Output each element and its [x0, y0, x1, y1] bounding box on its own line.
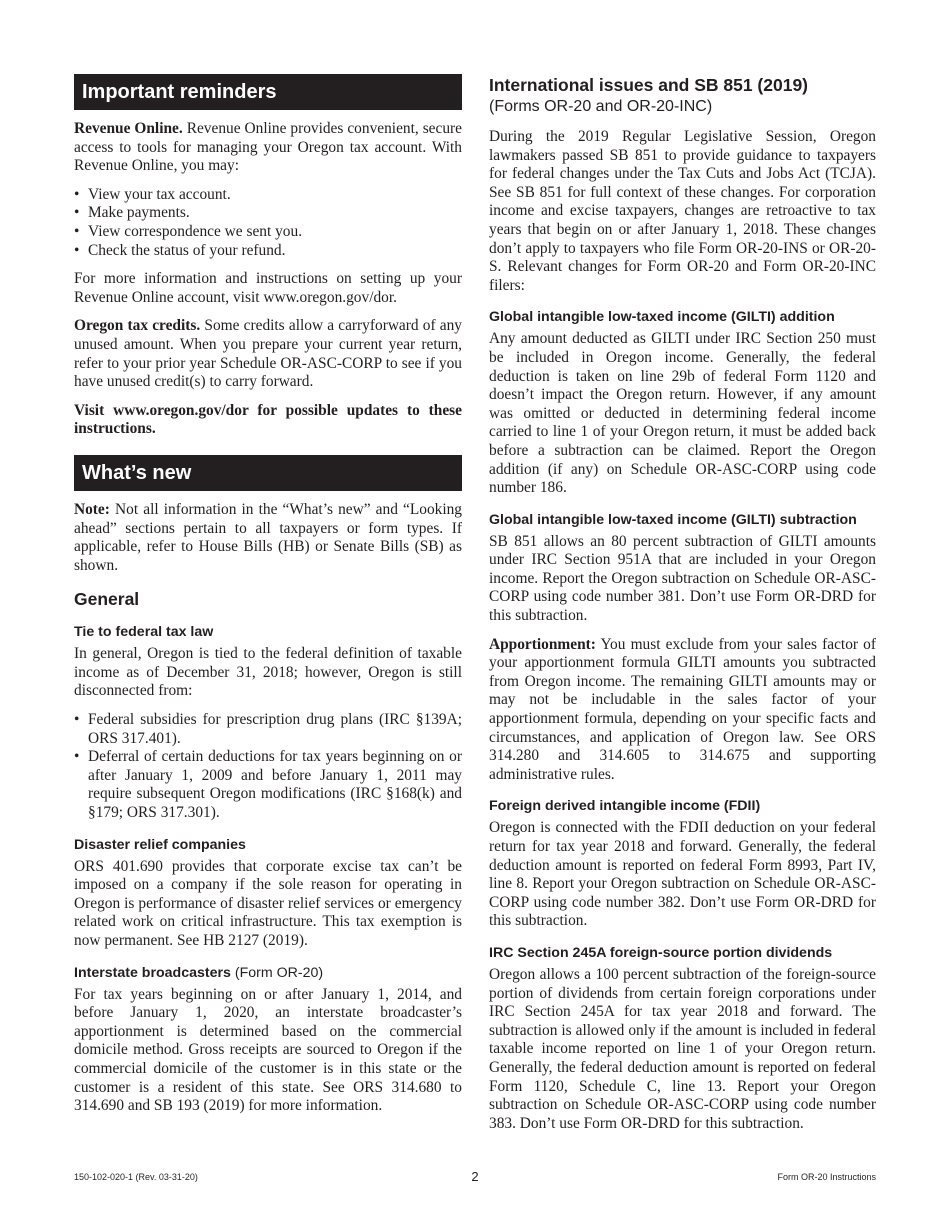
apportionment-lead: Apportionment:	[489, 635, 596, 653]
tie-to-federal-list	[74, 711, 462, 823]
revenue-online-lead: Revenue Online.	[74, 120, 183, 137]
list-item: • View your tax account.	[74, 186, 462, 205]
list-item: • Federal subsidies for prescription drug plans (IRC §139A; ORS 317.401).	[74, 711, 462, 748]
left-column	[74, 74, 462, 1126]
list-item: • Check the status of your refund.	[74, 242, 462, 261]
whats-new-banner: What’s new	[74, 455, 462, 491]
disaster-relief-text: ORS 401.690 provides that corporate excise tax can’t be imposed on a company if the sole reason for operating in Oregon is performance of disaster relief services or emergency related work on critical infrastructure. This tax exemption is now permanent. See HB 2127 (2019).	[74, 857, 462, 949]
apportionment-text: You must exclude from your sales factor of your apportionment formula GILTI amounts you subtracted from Oregon income. The remaining GILTI amounts may or may not be includable in the sales factor of your apportionment formula, depending on your specific facts and circumstances, and application of Oregon law. See ORS 314.280 and 314.605 to 314.675 and supporting administrative rules.	[489, 635, 876, 783]
international-issues-title: International issues and SB 851 (2019)	[489, 75, 809, 95]
gilti-subtraction-heading: Global intangible low-taxed income (GILTI) subtraction	[489, 511, 857, 528]
fdii-text: Oregon is connected with the FDII deduction on your federal return for tax year 2018 and forward. Generally, the federal deduction amount is reported on federal Form 8993, Part IV, line 8. Report your Oregon subtraction on Schedule OR-ASC-CORP using code number 382. Don’t use Form OR-DRD for this subtraction.	[489, 819, 876, 930]
list-item: • View correspondence we sent you.	[74, 223, 462, 242]
irc-245a-text: Oregon allows a 100 percent subtraction of the foreign-source portion of dividends from certain foreign corporations under IRC Section 245A for tax year 2018 and forward. The subtraction is allowed only if the amount is included in federal taxable income reported on line 1 of your Oregon return. Generally, the federal deduction amount is reported on federal Form 1120, Schedule C, line 13. Report your Oregon subtraction on Schedule OR-ASC-CORP using code number 383. Don’t use Form OR-DRD for this subtraction.	[489, 965, 876, 1132]
interstate-broadcasters-form: (Form OR-20)	[230, 964, 324, 981]
tie-to-federal-heading: Tie to federal tax law	[74, 624, 214, 641]
revenue-online-more-info: For more information and instructions on setting up your Revenue Online account, visit www.oregon.gov/dor.	[74, 270, 462, 306]
international-issues-intro: During the 2019 Regular Legislative Session, Oregon lawmakers passed SB 851 to provide guidance to taxpayers for federal changes under the Tax Cuts and Jobs Act (TCJA). See SB 851 for full context of these changes. For corporation income and excise taxpayers, changes are retroactive to tax years that begin on or after January 1, 2018. These changes don’t apply to taxpayers who file Form OR-20-INS or OR-20-S. Relevant changes for Form OR-20 and Form OR-20-INC filers:	[489, 128, 876, 294]
note-lead: Note:	[74, 500, 110, 518]
apportionment-paragraph	[489, 636, 876, 785]
interstate-broadcasters-text: For tax years beginning on or after January 1, 2014, and before January 1, 2020, an interstate broadcaster’s apportionment is determined based on the commercial domicile method. Gross receipts are sourced to Oregon if the commercial domicile of the customer is in this state or the customer is a resident of this state. See ORS 314.680 to 314.690 and SB 193 (2019) for more information.	[74, 985, 462, 1115]
general-heading: General	[74, 589, 140, 610]
visit-website-text: Visit www.oregon.gov/dor for possible updates to these instructions.	[74, 401, 462, 438]
irc-245a-heading: IRC Section 245A foreign-source portion dividends	[489, 944, 833, 961]
disaster-relief-heading: Disaster relief companies	[74, 836, 246, 853]
visit-website-note	[74, 402, 462, 439]
revenue-online-paragraph	[74, 120, 462, 176]
tie-to-federal-text: In general, Oregon is tied to the federal definition of taxable income as of December 31, 2018; however, Oregon is still disconnected from:	[74, 645, 462, 700]
fdii-heading: Foreign derived intangible income (FDII)	[489, 798, 761, 815]
right-column	[489, 74, 876, 1143]
whats-new-note	[74, 501, 462, 575]
important-reminders-banner: Important reminders	[74, 74, 462, 110]
footer-form-title: Form OR-20 Instructions	[777, 1172, 876, 1182]
list-item: • Make payments.	[74, 204, 462, 223]
oregon-tax-credits-text: Some credits allow a carryforward of any unused amount. When you prepare your current year return, refer to your prior year Schedule OR-ASC-CORP to see if you have unused credit(s) to carry forward.	[74, 317, 463, 391]
revenue-online-list	[74, 186, 462, 260]
interstate-broadcasters-title: Interstate broadcasters	[74, 964, 231, 981]
footer-form-number: 150-102-020-1 (Rev. 03-31-20)	[74, 1172, 198, 1182]
revenue-online-text: Revenue Online provides convenient, secure access to tools for managing your Oregon tax account. With Revenue Online, you may:	[74, 120, 462, 175]
gilti-addition-text: Any amount deducted as GILTI under IRC Section 250 must be included in Oregon income. Generally, the federal deduction is taken on line 29b of federal Form 1120 and doesn’t impact the Oregon return. However, if any amount was omitted or deducted in determining federal income carried to line 1 of your Oregon return, it must be added back before a subtraction can be claimed. Report the Oregon addition (if any) on Schedule OR-ASC-CORP using code number 186.	[489, 330, 876, 497]
gilti-addition-heading: Global intangible low-taxed income (GILTI) addition	[489, 309, 835, 326]
gilti-subtraction-text: SB 851 allows an 80 percent subtraction of GILTI amounts under IRC Section 951A that are included in your Oregon income. Report the Oregon subtraction on Schedule OR-ASC-CORP using code number 381. Don’t use Form OR-DRD for this subtraction.	[489, 532, 876, 625]
list-item: • Deferral of certain deductions for tax years beginning on or after January 1, 2009 and before January 1, 2011 may require subsequent Oregon modifications (IRC §168(k) and §179; ORS 317.301).	[74, 748, 462, 822]
interstate-broadcasters-heading	[74, 965, 462, 981]
note-text: Not all information in the “What’s new” and “Looking ahead” sections pertain to all taxpayers or form types. If applicable, refer to House Bills (HB) or Senate Bills (SB) as shown.	[74, 500, 462, 574]
footer-page-number: 2	[471, 1169, 479, 1184]
international-issues-subtitle: (Forms OR-20 and OR-20-INC)	[489, 98, 713, 115]
oregon-tax-credits-paragraph	[74, 317, 462, 391]
oregon-tax-credits-lead: Oregon tax credits.	[74, 317, 201, 335]
